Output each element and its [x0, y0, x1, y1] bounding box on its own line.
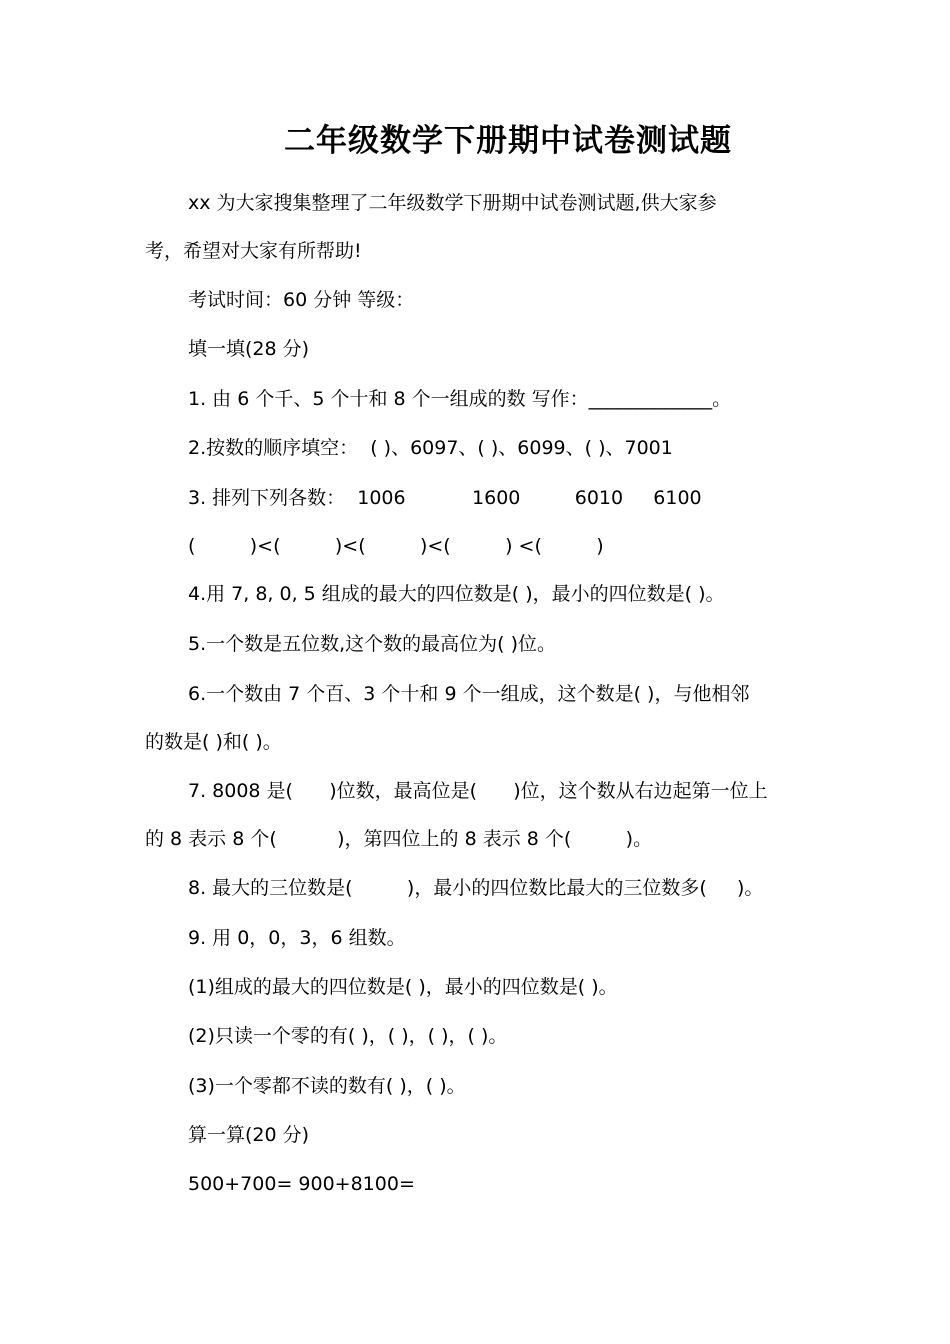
question-7: 7. 8008 是( )位数，最高位是( )位，这个数从右边起第一位上	[188, 780, 768, 802]
question-7-continued: 的 8 表示 8 个( )，第四位上的 8 表示 8 个( )。	[145, 828, 653, 850]
section-heading-fill: 填一填(28 分)	[188, 338, 310, 360]
section-heading-calc: 算一算(20 分)	[188, 1124, 310, 1146]
question-9-part-3: (3)一个零都不读的数有( )，( )。	[188, 1075, 466, 1097]
question-2: 2.按数的顺序填空： ( )、6097、( )、6099、( )、7001	[188, 437, 673, 459]
question-1: 1. 由 6 个千、5 个十和 8 个一组成的数 写作：_____________。	[188, 388, 732, 410]
question-3-blanks: ( )<( )<( )<( ) <( )	[188, 535, 604, 557]
question-6: 6.一个数由 7 个百、3 个十和 9 个一组成，这个数是( )，与他相邻	[188, 683, 750, 705]
question-9-part-1: (1)组成的最大的四位数是( )，最小的四位数是( )。	[188, 976, 618, 998]
question-4: 4.用 7, 8, 0, 5 组成的最大的四位数是( )，最小的四位数是( )。	[188, 583, 725, 605]
question-8: 8. 最大的三位数是( )，最小的四位数比最大的三位数多( )。	[188, 877, 764, 899]
calc-line-1: 500+700= 900+8100=	[188, 1173, 415, 1195]
question-9-part-2: (2)只读一个零的有( )，( )，( )，( )。	[188, 1025, 508, 1047]
question-3: 3. 排列下列各数： 1006 1600 6010 6100	[188, 487, 702, 509]
document-title: 二年级数学下册期中试卷测试题	[284, 123, 732, 159]
question-6-continued: 的数是( )和( )。	[145, 731, 282, 753]
intro-line-2: 考，希望对大家有所帮助!	[145, 240, 362, 262]
intro-line-1: xx 为大家搜集整理了二年级数学下册期中试卷测试题,供大家参	[188, 192, 717, 214]
exam-info-line: 考试时间：60 分钟 等级：	[188, 289, 415, 311]
question-5: 5.一个数是五位数,这个数的最高位为( )位。	[188, 633, 557, 655]
question-9: 9. 用 0，0，3，6 组数。	[188, 927, 406, 949]
